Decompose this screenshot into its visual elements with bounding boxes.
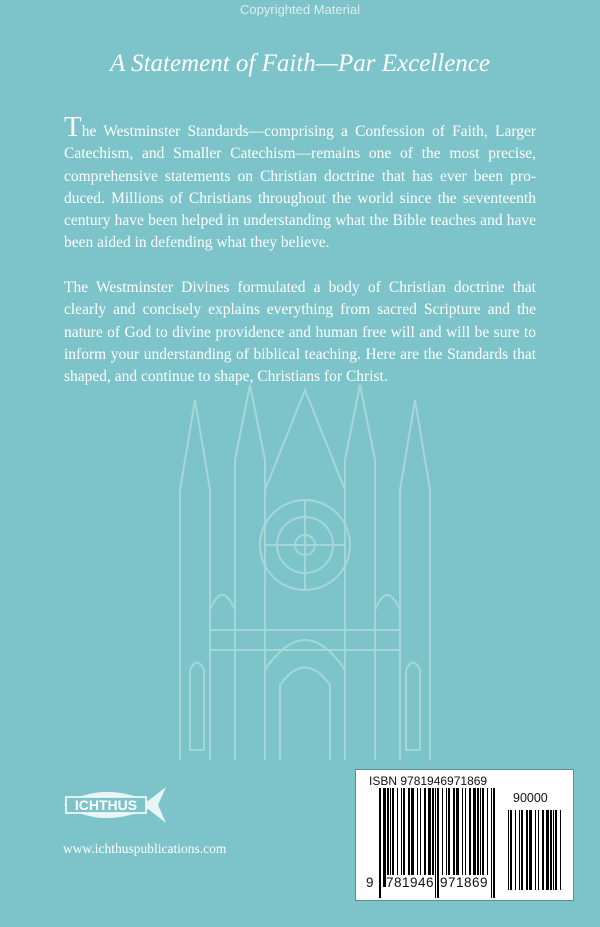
drop-cap: T — [64, 111, 82, 143]
copyright-watermark: Copyrighted Material — [240, 2, 360, 17]
text-line: century have been helped in understanding what the Bible teaches and have — [64, 212, 536, 230]
barcode-bar — [510, 810, 512, 890]
barcode-bar — [519, 810, 520, 890]
barcode-bar — [456, 788, 459, 887]
barcode-bar — [428, 788, 431, 887]
cathedral-illustration — [150, 370, 460, 760]
barcode-bar — [420, 788, 421, 887]
barcode-bar — [424, 788, 426, 887]
barcode-bar — [437, 788, 439, 898]
barcode-bar — [392, 788, 394, 887]
text-line: inform your understanding of biblical teaching. Here are the Standards that — [64, 345, 536, 363]
text-line: been aided in defending what they believe. — [64, 234, 330, 252]
barcode-bar — [411, 788, 414, 887]
barcode-bar — [529, 810, 532, 890]
barcode-bar — [432, 788, 434, 887]
barcode-bar — [442, 788, 443, 887]
text-line: shaped, and continue to shape, Christians for Christ. — [64, 368, 388, 386]
barcode-bar — [453, 788, 455, 887]
isbn-barcode — [355, 769, 574, 901]
barcode-bar — [465, 788, 466, 887]
publisher-url[interactable]: www.ichthuspublications.com — [63, 841, 227, 856]
barcode-bar — [435, 788, 436, 898]
isbn-label: ISBN 9781946971869 — [369, 774, 488, 788]
barcode-bar — [491, 788, 492, 898]
ichthus-logo — [60, 785, 170, 825]
barcode-bar — [515, 810, 516, 890]
barcode-bar — [379, 788, 381, 898]
barcode-bar — [546, 810, 549, 890]
barcode-bar — [538, 810, 539, 890]
barcode-bar — [383, 788, 386, 887]
barcode-bar — [446, 788, 447, 887]
barcode-bar — [542, 810, 544, 890]
barcode-bar — [469, 788, 471, 887]
barcode-digit-first: 9 — [366, 875, 375, 890]
barcode-bar — [493, 788, 495, 898]
fish-logo-icon — [60, 785, 170, 825]
barcode-bar — [417, 788, 418, 887]
barcode-bar — [482, 788, 484, 887]
text-line: clearly and concisely explains everything from sacred Scripture and the — [64, 301, 536, 319]
text-line: Catechism, and Smaller Catechism—remains one of the most precise, — [64, 145, 536, 163]
text-line-content: he Westminster Standards—comprising a Confession of Faith, Larger — [81, 123, 536, 140]
barcode-bar — [473, 788, 476, 887]
barcode-bar — [487, 788, 488, 887]
text-line: nature of God to divine providence and human free will and will be sure to — [64, 323, 536, 341]
barcode-bar — [448, 788, 450, 887]
barcode-digits-group1: 781946 — [386, 875, 435, 890]
text-line — [64, 111, 536, 143]
price-addon: 90000 — [513, 791, 548, 805]
barcode-bar — [397, 788, 398, 887]
barcode-bar — [560, 810, 561, 890]
barcode-bar — [462, 788, 463, 887]
text-line: The Westminster Divines formulated a body of Christian doctrine that — [64, 279, 536, 296]
barcode-bar — [553, 810, 554, 890]
barcode-bar — [535, 810, 536, 890]
logo-text: ICHTHUS — [74, 797, 138, 813]
cover-title: A Statement of Faith—Par Excellence — [110, 50, 490, 77]
barcode-bar — [477, 788, 479, 887]
barcode-bar — [408, 788, 410, 887]
text-line: duced. Millions of Christians throughout the world since the seventeenth — [64, 189, 536, 207]
barcode-bar — [521, 810, 523, 890]
barcode-bar — [555, 810, 557, 890]
barcode-bar — [401, 788, 402, 887]
text-line: comprehensive statements on Christian doctrine that has ever been pro- — [64, 167, 536, 185]
barcode-bar — [550, 810, 552, 890]
barcode-bar — [390, 788, 391, 887]
barcode-bar — [403, 788, 405, 887]
barcode-bar — [480, 788, 481, 887]
description-paragraph-1 — [64, 111, 536, 255]
barcode-bar — [387, 788, 389, 887]
barcode-bar — [526, 810, 528, 890]
barcode-digits-group2: 971869 — [440, 875, 489, 890]
barcode-bar — [508, 810, 509, 890]
